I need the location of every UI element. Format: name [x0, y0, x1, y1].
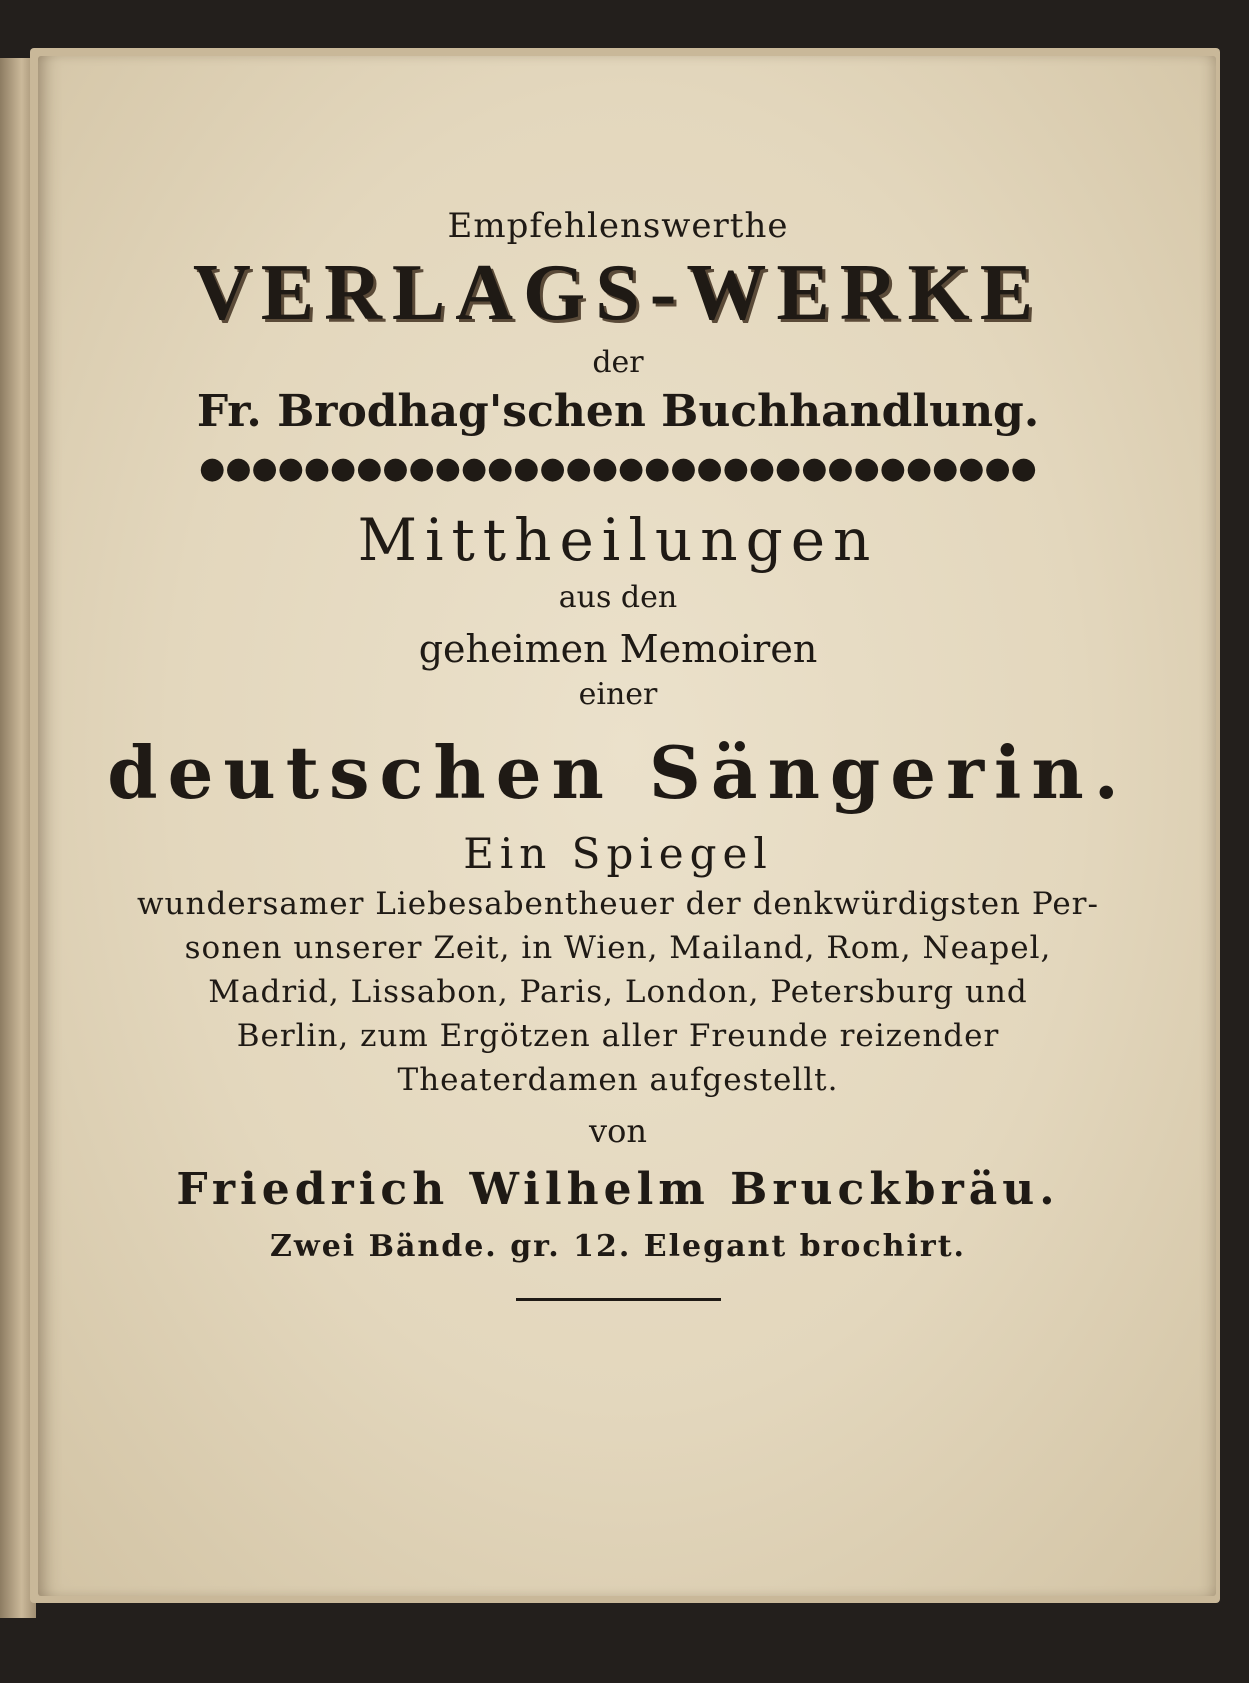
title-page-content [98, 206, 1138, 1301]
heading-empfehlenswerthe: Empfehlenswerthe [447, 206, 789, 246]
book-page [38, 56, 1216, 1596]
book-title-saengerin: deutschen Sängerin. [107, 730, 1129, 815]
text-von: von [589, 1112, 647, 1150]
ornament-divider: ●●●●●●●●●●●●●●●●●●●●●●●●●●●●●●●● [199, 451, 1037, 486]
edition-info: Zwei Bände. gr. 12. Elegant brochirt. [269, 1229, 967, 1264]
bottom-rule [516, 1298, 721, 1301]
text-aus-den: aus den [558, 580, 678, 615]
subtitle-ein-spiegel: Ein Spiegel [463, 829, 773, 878]
description-line: wundersamer Liebesabentheuer der denkwürdigsten Per- [137, 886, 1099, 922]
book-title-mittheilungen: Mittheilungen [357, 506, 879, 574]
description-line: Theaterdamen aufgestellt. [397, 1062, 839, 1098]
description-line: sonen unserer Zeit, in Wien, Mailand, Rom, Neapel, [184, 930, 1052, 966]
text-der: der [592, 345, 644, 380]
text-geheimen-memoiren: geheimen Memoiren [418, 627, 818, 671]
description-line: Berlin, zum Ergötzen aller Freunde reizender [236, 1018, 1000, 1054]
author-name: Friedrich Wilhelm Bruckbräu. [176, 1164, 1060, 1215]
publisher-name: Fr. Brodhag'schen Buchhandlung. [196, 386, 1040, 437]
text-einer: einer [578, 677, 658, 712]
heading-verlagswerke: VERLAGS-WERKE [192, 249, 1044, 337]
description-paragraph [98, 882, 1138, 1102]
description-line: Madrid, Lissabon, Paris, London, Petersburg und [208, 974, 1028, 1010]
